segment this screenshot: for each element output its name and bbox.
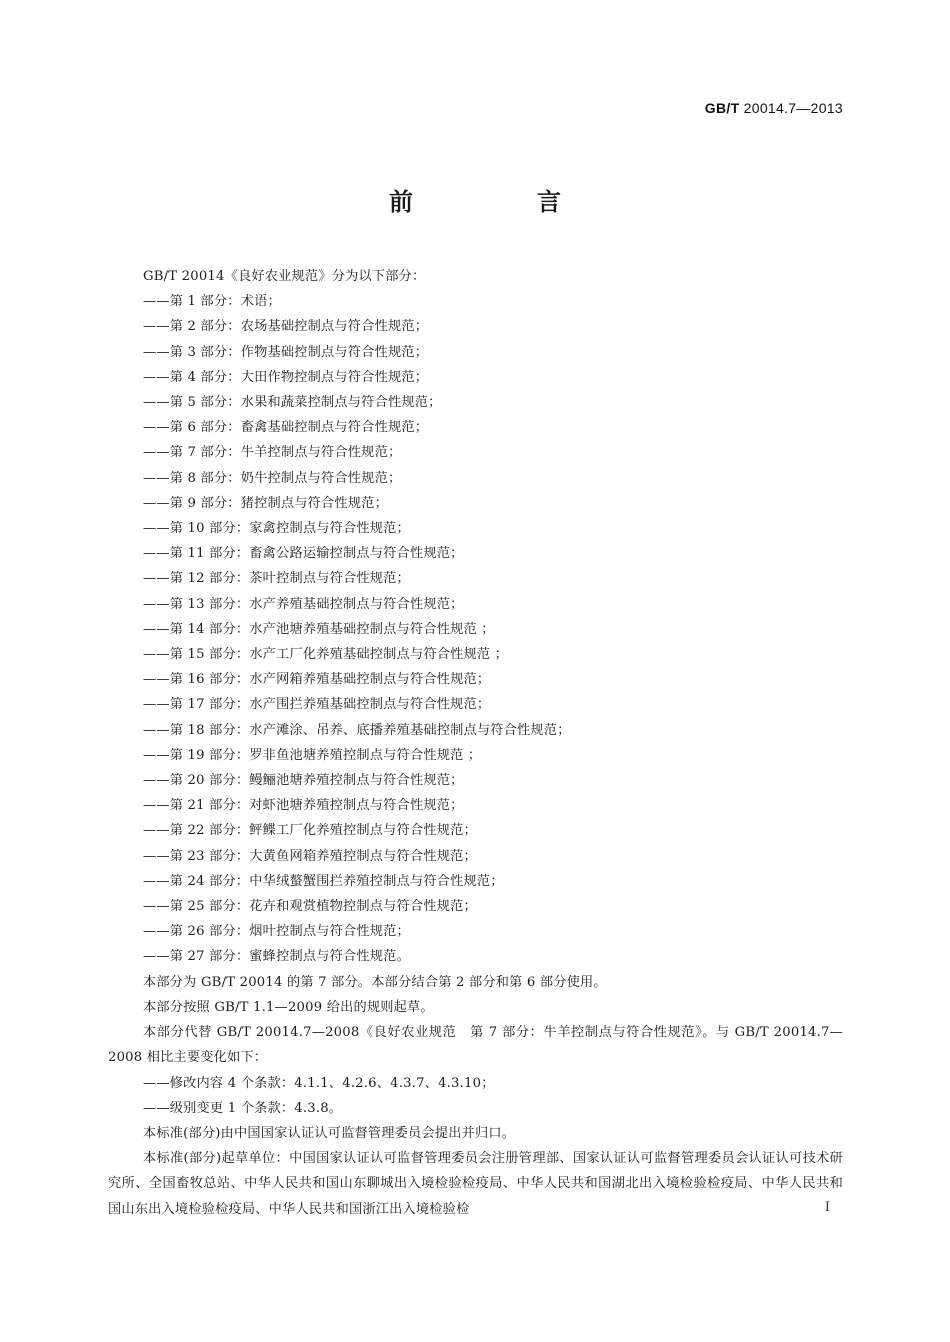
part-list-item: ——第 16 部分：水产网箱养殖基础控制点与符合性规范； (143, 672, 491, 688)
part-list-item: ——第 26 部分：烟叶控制点与符合性规范； (143, 924, 410, 940)
standard-code (705, 100, 843, 116)
page-title: 前 言 (389, 188, 611, 216)
part-list-item: ——第 14 部分：水产池塘养殖基础控制点与符合性规范 ； (143, 621, 495, 637)
part-list-item: ——第 3 部分：作物基础控制点与符合性规范； (143, 344, 429, 360)
part-list-item: ——第 7 部分：牛羊控制点与符合性规范； (143, 445, 402, 461)
part-list-item: ——第 8 部分：奶牛控制点与符合性规范； (143, 470, 402, 486)
part-list-item: ——第 6 部分：畜禽基础控制点与符合性规范； (143, 420, 429, 436)
part-list-item: ——第 17 部分：水产围拦养殖基础控制点与符合性规范； (143, 697, 491, 713)
part-list-item: ——第 2 部分：农场基础控制点与符合性规范； (143, 319, 429, 335)
change-item: ——修改内容 4 个条款：4.1.1、4.2.6、4.3.7、4.3.10； (143, 1075, 495, 1091)
part-list-item: ——第 11 部分：畜禽公路运输控制点与符合性规范； (143, 546, 464, 562)
part-list-item: ——第 5 部分：水果和蔬菜控制点与符合性规范； (143, 395, 442, 411)
part-list-item: ——第 23 部分：大黄鱼网箱养殖控制点与符合性规范； (143, 848, 477, 864)
part-of-statement: 本部分为 GB/T 20014 的第 7 部分。本部分结合第 2 部分和第 6 部分使用。 (143, 974, 607, 990)
drafters-statement: 本标准(部分)起草单位：中国国家认证认可监督管理委员会注册管理部、国家认证认可监督管理委员会认证认可技术研究所、全国畜牧总站、中华人民共和国山东聊城出入境检验检疫局、中华人民共和国湖北出入境检验检疫局、中华人民共和国山东出入境检验检疫局、中华人民共和国浙江出入境检验检 (108, 1151, 843, 1217)
part-list-item: ——第 18 部分：水产滩涂、吊养、底播养殖基础控制点与符合性规范； (143, 722, 571, 738)
change-item: ——级别变更 1 个条款：4.3.8。 (143, 1100, 343, 1116)
part-list-item: ——第 19 部分：罗非鱼池塘养殖控制点与符合性规范 ； (143, 747, 482, 763)
part-list-item: ——第 22 部分：鲆鲽工厂化养殖控制点与符合性规范； (143, 823, 477, 839)
part-list-item: ——第 15 部分：水产工厂化养殖基础控制点与符合性规范 ； (143, 647, 509, 663)
replaces-statement: 本部分代替 GB/T 20014.7—2008《良好农业规范 第 7 部分：牛羊控制点与符合性规范》。与 GB/T 20014.7—2008 相比主要变化如下： (108, 1025, 843, 1066)
part-list-item: ——第 20 部分：鳗鲡池塘养殖控制点与符合性规范； (143, 773, 464, 789)
intro-paragraph: GB/T 20014《良好农业规范》分为以下部分： (143, 269, 426, 284)
proposer-statement: 本标准(部分)由中国国家认证认可监督管理委员会提出并归口。 (143, 1125, 516, 1141)
part-list-item: ——第 12 部分：茶叶控制点与符合性规范； (143, 571, 410, 587)
part-list-item: ——第 27 部分：蜜蜂控制点与符合性规范。 (143, 949, 410, 965)
standard-number: 20014.7—2013 (743, 100, 843, 116)
part-list-item: ——第 10 部分：家禽控制点与符合性规范； (143, 521, 410, 537)
part-list-item: ——第 4 部分：大田作物控制点与符合性规范； (143, 369, 429, 385)
part-list-item: ——第 9 部分：猪控制点与符合性规范； (143, 495, 388, 511)
part-list-item: ——第 13 部分：水产养殖基础控制点与符合性规范； (143, 596, 464, 612)
standard-prefix: GB/T (704, 100, 740, 116)
page-number: I (824, 1200, 830, 1215)
parts-list (108, 289, 843, 969)
part-list-item: ——第 1 部分：术语； (143, 294, 281, 310)
part-list-item: ——第 24 部分：中华绒螯蟹围拦养殖控制点与符合性规范； (143, 873, 504, 889)
drafting-rule-statement: 本部分按照 GB/T 1.1—2009 给出的规则起草。 (143, 999, 434, 1015)
part-list-item: ——第 25 部分：花卉和观赏植物控制点与符合性规范； (143, 899, 477, 915)
foreword-body (108, 264, 843, 1222)
part-list-item: ——第 21 部分：对虾池塘养殖控制点与符合性规范； (143, 798, 464, 814)
